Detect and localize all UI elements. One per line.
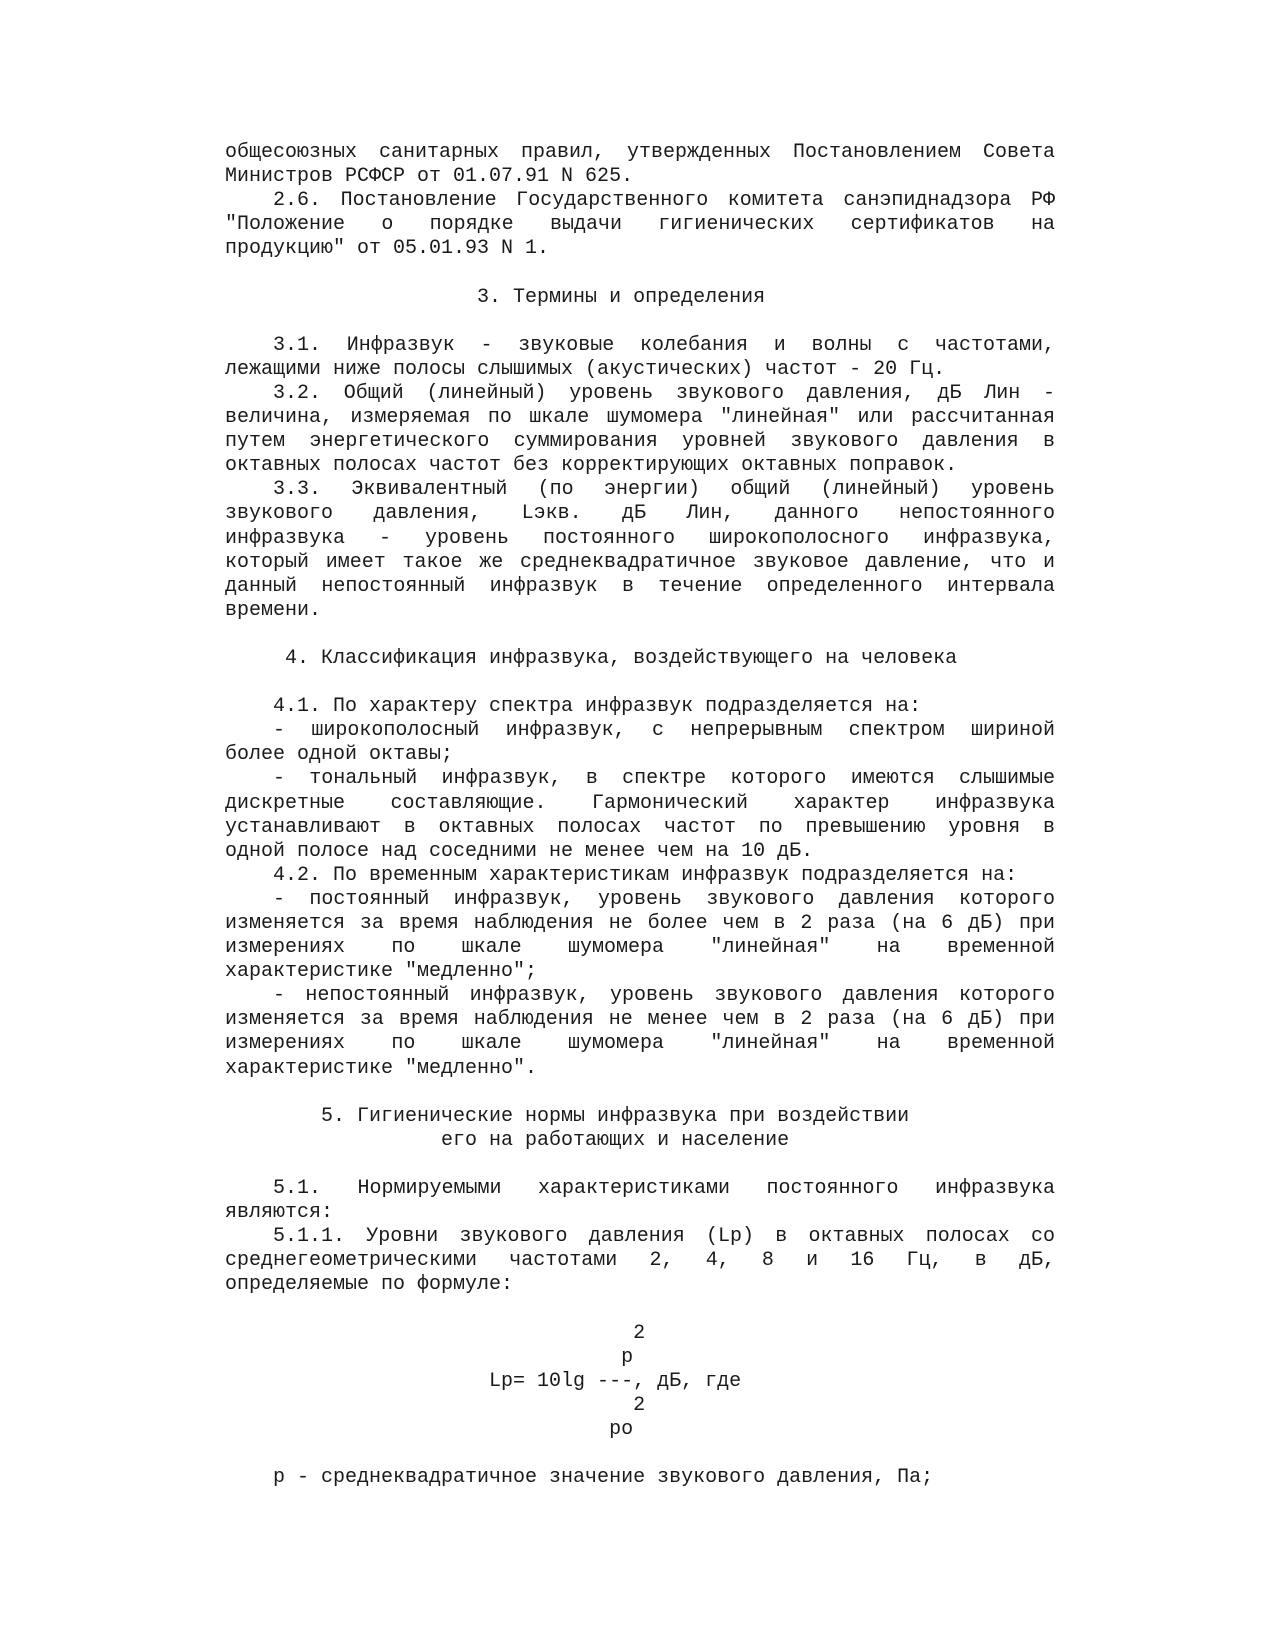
text-line: величина, измеряемая по шкале шумомера "линейная" или рассчитанная: [225, 406, 1055, 430]
text-line: 3.2. Общий (линейный) уровень звукового давления, дБ Лин -: [273, 381, 1055, 405]
section-heading: 3. Термины и определения: [225, 285, 766, 309]
text-line: который имеет такое же среднеквадратичное звуковое давление, что и: [225, 550, 1055, 574]
text-line: являются:: [225, 1201, 334, 1225]
text-line: продукцию" от 05.01.93 N 1.: [225, 237, 550, 261]
text-line: 4.2. По временным характеристикам инфразвук подразделяется на:: [225, 863, 1018, 887]
blank-line: [225, 623, 1055, 647]
blank-line: [225, 310, 1055, 334]
text-line: общесоюзных санитарных правил, утвержденных Постановлением Совета: [225, 141, 1055, 164]
formula-line: po: [225, 1417, 634, 1441]
formula-line: Lp= 10lg ---, дБ, где: [225, 1369, 742, 1393]
text-line: дискретные составляющие. Гармонический характер инфразвука: [225, 791, 1055, 815]
text-line: лежащими ниже полосы слышимых (акустических) частот - 20 Гц.: [225, 357, 946, 381]
definition-line: p - среднеквадратичное значение звукового давления, Па;: [225, 1466, 934, 1490]
text-line: данный непостоянный инфразвук в течение определенного интервала: [225, 574, 1055, 598]
blank-line: [225, 1442, 1055, 1466]
text-line: - тональный инфразвук, в спектре которого имеются слышимые: [273, 767, 1055, 791]
blank-line: [225, 1153, 1055, 1177]
text-line: изменяется за время наблюдения не более чем в 2 раза (на 6 дБ) при: [225, 912, 1055, 935]
blank-line: [225, 261, 1055, 285]
text-line: более одной октавы;: [225, 743, 454, 767]
formula-line: p: [225, 1345, 634, 1369]
text-line: характеристике "медленно";: [225, 960, 538, 984]
text-line: - постоянный инфразвук, уровень звукового давления которого: [273, 887, 1055, 911]
text-line: инфразвука - уровень постоянного широкополосного инфразвука,: [225, 526, 1055, 550]
text-line: 5.1.1. Уровни звукового давления (Lp) в октавных полосах со: [273, 1225, 1055, 1249]
text-line: 3.1. Инфразвук - звуковые колебания и волны с частотами,: [273, 333, 1055, 357]
text-line: путем энергетического суммирования уровней звукового давления в: [225, 430, 1055, 454]
text-line: измерениях по шкале шумомера "линейная" на временной: [225, 1032, 1055, 1056]
text-line: 4.1. По характеру спектра инфразвук подразделяется на:: [225, 695, 922, 719]
blank-line: [225, 1298, 1055, 1322]
text-line: звукового давления, Lэкв. дБ Лин, данного непостоянного: [225, 502, 1055, 526]
text-line: измерениях по шкале шумомера "линейная" на временной: [225, 936, 1055, 960]
text-line: "Положение о порядке выдачи гигиенических сертификатов на: [225, 213, 1055, 237]
blank-line: [225, 1081, 1055, 1105]
text-line: - непостоянный инфразвук, уровень звукового давления которого: [273, 984, 1055, 1008]
formula-line: 2: [225, 1321, 646, 1345]
text-line: характеристике "медленно".: [225, 1056, 538, 1080]
text-line: времени.: [225, 598, 322, 622]
text-line: устанавливают в октавных полосах частот по превышению уровня в: [225, 815, 1055, 839]
section-heading: 5. Гигиенические нормы инфразвука при воздействии: [225, 1104, 910, 1128]
text-line: среднегеометрическими частотами 2, 4, 8 и 16 Гц, в дБ,: [225, 1249, 1055, 1273]
document-body: [225, 141, 1055, 1490]
blank-line: [225, 671, 1055, 695]
text-line: октавных полосах частот без корректирующих октавных поправок.: [225, 454, 958, 478]
section-heading: 4. Классификация инфразвука, воздействующего на человека: [225, 646, 958, 670]
text-line: - широкополосный инфразвук, с непрерывным спектром шириной: [273, 719, 1055, 743]
text-line: 3.3. Эквивалентный (по энергии) общий (линейный) уровень: [273, 478, 1055, 502]
text-line: Министров РСФСР от 01.07.91 N 625.: [225, 165, 634, 189]
text-line: 2.6. Постановление Государственного комитета санэпиднадзора РФ: [273, 189, 1055, 213]
text-line: 5.1. Нормируемыми характеристиками постоянного инфразвука: [273, 1177, 1055, 1201]
section-heading-cont: его на работающих и население: [225, 1128, 790, 1152]
text-line: изменяется за время наблюдения не менее чем в 2 раза (на 6 дБ) при: [225, 1008, 1055, 1032]
formula-line: 2: [225, 1393, 646, 1417]
text-line: одной полосе над соседними не менее чем на 10 дБ.: [225, 839, 814, 863]
text-line: определяемые по формуле:: [225, 1273, 514, 1297]
